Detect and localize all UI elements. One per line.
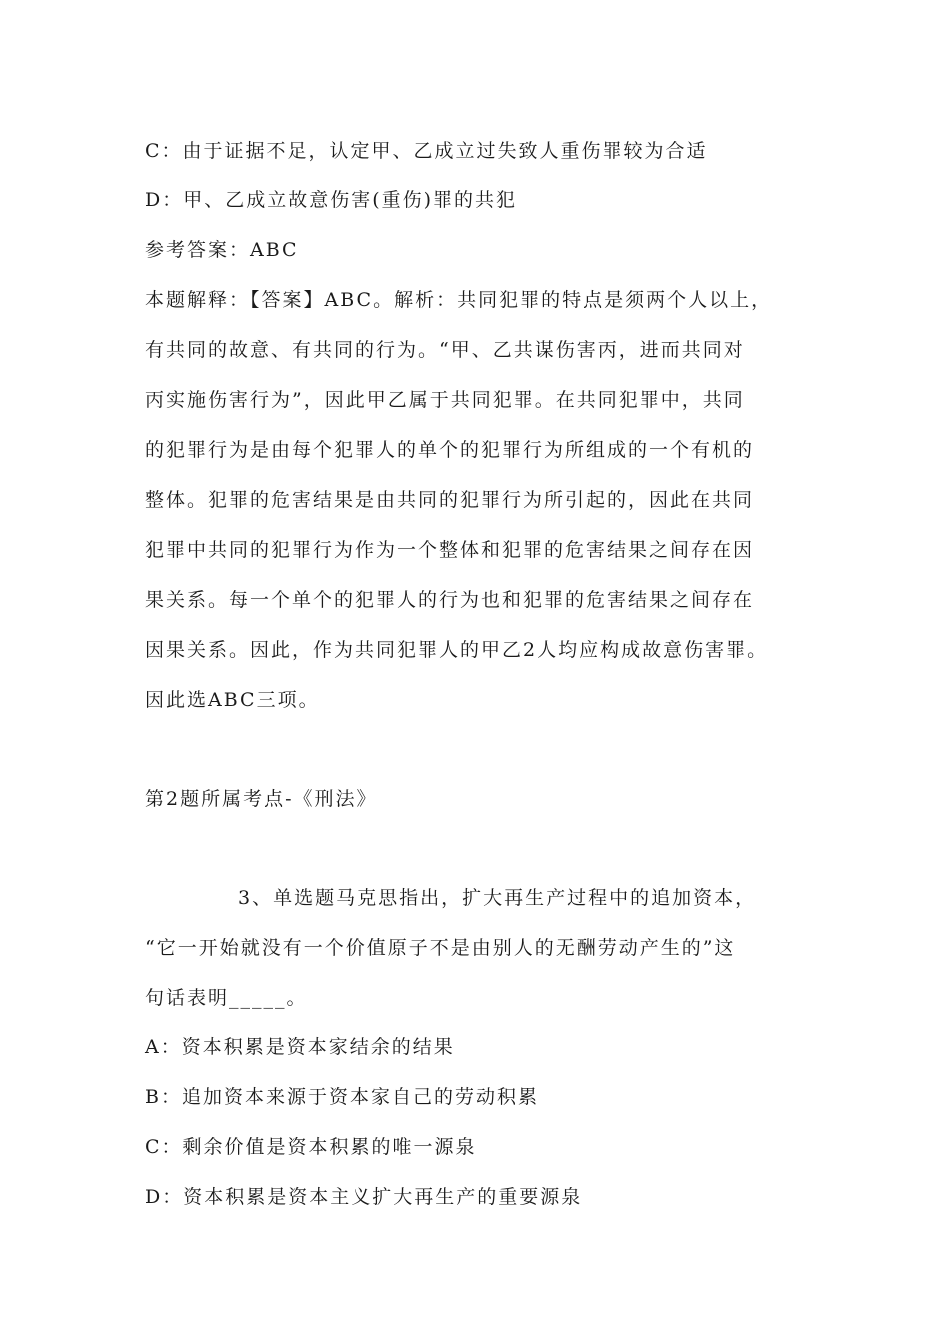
q3-stem-line: “它一开始就没有一个价值原子不是由别人的无酬劳动产生的”这 [145,937,736,959]
q2-explanation-line: 果关系。每一个单个的犯罪人的行为也和犯罪的危害结果之间存在 [145,589,755,611]
q2-explanation-line: 整体。犯罪的危害结果是由共同的犯罪行为所引起的，因此在共同 [145,489,755,511]
q2-explanation-line: 犯罪中共同的犯罪行为作为一个整体和犯罪的危害结果之间存在因 [145,539,755,561]
q3-option-a: A：资本积累是资本家结余的结果 [145,1036,455,1058]
q2-option-d: D：甲、乙成立故意伤害(重伤)罪的共犯 [145,189,518,211]
q2-explanation-line: 丙实施伤害行为”，因此甲乙属于共同犯罪。在共同犯罪中，共同 [145,389,745,411]
q2-option-c: C：由于证据不足，认定甲、乙成立过失致人重伤罪较为合适 [145,140,708,162]
q2-explanation-line: 本题解释：【答案】ABC。解析：共同犯罪的特点是须两个人以上， [145,289,773,311]
q2-explanation-line: 有共同的故意、有共同的行为。“甲、乙共谋伤害丙，进而共同对 [145,339,745,361]
q3-option-c: C：剩余价值是资本积累的唯一源泉 [145,1136,477,1158]
q2-explanation-line: 因此选ABC三项。 [145,689,320,711]
q3-stem-line: 句话表明_____。 [145,987,308,1009]
q2-explanation-line: 因果关系。因此，作为共同犯罪人的甲乙2人均应构成故意伤害罪。 [145,639,769,661]
q3-option-d: D：资本积累是资本主义扩大再生产的重要源泉 [145,1186,583,1208]
q2-answer: 参考答案：ABC [145,239,299,261]
q3-option-b: B：追加资本来源于资本家自己的劳动积累 [145,1086,539,1108]
q2-topic: 第2题所属考点-《刑法》 [145,788,378,810]
q2-explanation-line: 的犯罪行为是由每个犯罪人的单个的犯罪行为所组成的一个有机的 [145,439,755,461]
q3-stem-line: 3、单选题马克思指出，扩大再生产过程中的追加资本， [238,887,757,909]
